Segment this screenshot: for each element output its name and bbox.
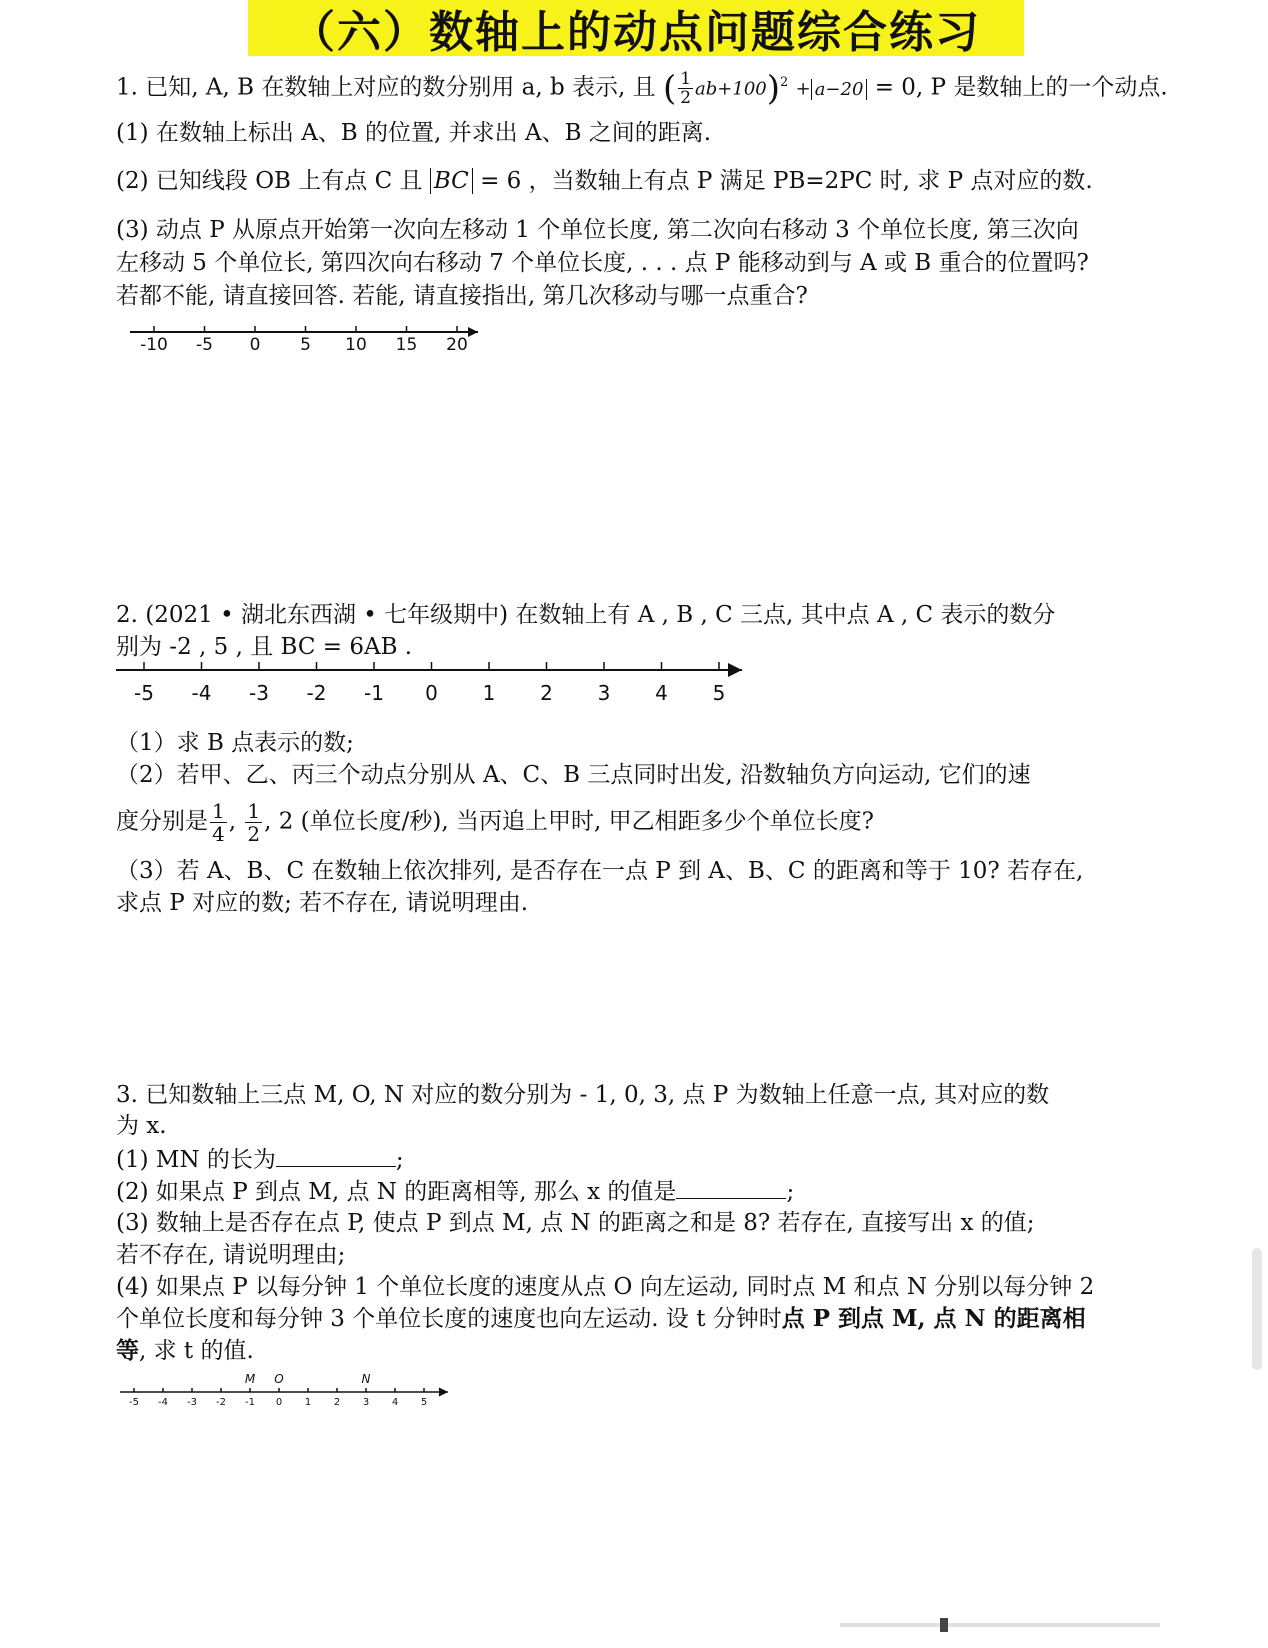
q3-part4-end: , 求 t 的值.	[139, 1338, 254, 1364]
formula-inner: ab+100	[695, 78, 767, 100]
speed-fraction-1	[210, 800, 227, 845]
q3-stem-line1: 3. 已知数轴上三点 M, O, N 对应的数分别为 - 1, 0, 3, 点 P 为数轴上任意一点, 其对应的数	[116, 1082, 1050, 1108]
q2-part2-line2: 度分别是 $\frac{1}{4}$ , $\frac{1}{2}$ , 2 (单位长度/秒), 当丙追上甲时, 甲乙相距多少个单位长度?	[116, 799, 874, 846]
q3-part4-bold: 点 P 到点 M, 点 N 的距离相	[781, 1305, 1086, 1332]
axis-arrow	[468, 327, 478, 337]
q3-part4-line2	[116, 1304, 1086, 1334]
tick-label: 1	[304, 1397, 312, 1408]
q2-number-line	[114, 656, 754, 706]
point-label: N	[361, 1372, 371, 1386]
tick-label: 3	[597, 681, 611, 705]
q2-part2-line1: （2）若甲、乙、丙三个动点分别从 A、C、B 三点同时出发, 沿数轴负方向运动, 它们的速	[116, 762, 1031, 788]
tick-label: -3	[249, 681, 269, 705]
tick-label: -5	[134, 681, 154, 705]
tick-label: -4	[158, 1397, 168, 1408]
q3-part4-bold-end: 等	[116, 1337, 139, 1364]
frac2-numerator: 1	[247, 799, 261, 823]
tick-label: 0	[275, 1397, 283, 1408]
q2-stem-line1: 2. (2021 • 湖北东西湖 • 七年级期中) 在数轴上有 A , B , C 三点, 其中点 A , C 表示的数分	[116, 602, 1056, 628]
page-title: （六）数轴上的动点问题综合练习	[291, 7, 981, 58]
q3-part4-line1: (4) 如果点 P 以每分钟 1 个单位长度的速度从点 O 向左运动, 同时点 M 和点 N 分别以每分钟 2	[116, 1274, 1095, 1300]
q3-stem-line2: 为 x.	[116, 1113, 167, 1139]
q3-part1-end: ;	[395, 1147, 404, 1173]
q1-part2-abs: BC	[430, 168, 473, 194]
q1-stem	[116, 68, 1168, 107]
frac-denominator: 2	[680, 88, 692, 109]
q3-part2-end: ;	[786, 1179, 795, 1205]
tick-label: 2	[540, 681, 553, 705]
q3-part1	[116, 1144, 404, 1175]
q2-part2-text: 度分别是	[116, 808, 208, 835]
tick-label: -3	[187, 1397, 197, 1408]
tick-label: 4	[655, 681, 668, 705]
q1-part2	[116, 166, 1093, 196]
answer-blank-2[interactable]	[676, 1176, 786, 1199]
q1-part2-text: (2) 已知线段 OB 上有点 C 且	[116, 168, 423, 194]
point-label: M	[244, 1372, 256, 1386]
frac1-denominator: 4	[212, 822, 225, 846]
tick-label: -2	[306, 681, 327, 705]
formula-paren-open: (	[662, 68, 677, 109]
tick-label: -1	[245, 1397, 255, 1408]
q3-part4-text: 个单位长度和每分钟 3 个单位长度的速度也向左运动. 设 t 分钟时	[116, 1306, 782, 1332]
axis-arrow	[439, 1388, 448, 1397]
q3-part2	[116, 1176, 794, 1207]
answer-blank-1[interactable]	[276, 1144, 396, 1167]
q1-stem-end: = 0, P 是数轴上的一个动点.	[874, 74, 1168, 101]
q3-number-line	[118, 1372, 458, 1412]
q1-part2-end: = 6 ，当数轴上有点 P 满足 PB=2PC 时, 求 P 点对应的数.	[480, 168, 1093, 194]
tick-label: 0	[425, 681, 438, 705]
tick-label: 5	[420, 1397, 428, 1408]
bottom-edge-artifact	[840, 1618, 1170, 1632]
tick-label: 1	[482, 681, 496, 705]
tick-label: 2	[333, 1397, 341, 1408]
tick-label: -10	[140, 335, 168, 355]
scrollbar[interactable]	[1252, 1248, 1262, 1370]
speed-fraction-2	[245, 800, 262, 845]
title-banner	[248, 0, 1024, 56]
tick-label: 3	[362, 1397, 370, 1408]
tick-label: -5	[129, 1397, 139, 1408]
tick-label: 5	[712, 681, 726, 705]
frac2-denominator: 2	[247, 822, 261, 846]
point-label: O	[274, 1372, 284, 1386]
q3-part2-text: (2) 如果点 P 到点 M, 点 N 的距离相等, 那么 x 的值是	[116, 1179, 677, 1205]
q1-part1: (1) 在数轴上标出 A、B 的位置, 并求出 A、B 之间的距离.	[116, 120, 712, 146]
tick-label: -5	[196, 335, 213, 355]
frac1-numerator: 1	[212, 799, 225, 823]
q1-part3-line3: 若都不能, 请直接回答. 若能, 请直接指出, 第几次移动与哪一点重合?	[116, 283, 808, 309]
q1-part3-line2: 左移动 5 个单位长, 第四次向右移动 7 个单位长度, . . . 点 P 能移动到与 A 或 B 重合的位置吗?	[116, 250, 1089, 276]
formula-exponent: 2	[780, 75, 789, 90]
q1-stem-text: 1. 已知, A, B 在数轴上对应的数分别用 a, b 表示, 且	[116, 74, 656, 101]
q3-part3-line2: 若不存在, 请说明理由;	[116, 1242, 346, 1268]
q2-part3-line2: 求点 P 对应的数; 若不存在, 请说明理由.	[116, 890, 529, 916]
formula-abs: a−20	[811, 79, 868, 100]
q3-part4-line3	[116, 1336, 254, 1366]
tick-label: -1	[364, 681, 384, 705]
q1-part3-line1: (3) 动点 P 从原点开始第一次向左移动 1 个单位长度, 第二次向右移动 3 个单位长度, 第三次向	[116, 217, 1079, 243]
tick-label: 15	[395, 335, 418, 355]
q2-part3-line1: （3）若 A、B、C 在数轴上依次排列, 是否存在一点 P 到 A、B、C 的距离和等于 10? 若存在,	[116, 858, 1084, 884]
tick-label: 20	[446, 335, 468, 355]
tick-label: -2	[216, 1397, 226, 1408]
axis-arrow	[728, 663, 742, 677]
frac-numerator: 1	[680, 69, 692, 90]
q3-part3-line1: (3) 数轴上是否存在点 P, 使点 P 到点 M, 点 N 的距离之和是 8? 若存在, 直接写出 x 的值;	[116, 1210, 1035, 1236]
tick-label: 0	[249, 335, 261, 355]
q3-part1-text: (1) MN 的长为	[116, 1147, 276, 1173]
q1-number-line	[124, 318, 484, 358]
tick-label: 5	[300, 335, 311, 355]
q2-stem-line2: 别为 -2 , 5 , 且 BC = 6AB .	[116, 634, 413, 660]
tick-label: 10	[345, 335, 367, 355]
q2-part2-end: , 2 (单位长度/秒), 当丙追上甲时, 甲乙相距多少个单位长度?	[264, 808, 874, 835]
formula-plus: +	[795, 78, 811, 100]
formula-fraction	[678, 70, 693, 107]
tick-label: 4	[391, 1397, 399, 1408]
q2-part1: （1）求 B 点表示的数;	[116, 730, 354, 756]
formula-paren-close: )	[766, 68, 780, 109]
tick-label: -4	[191, 681, 212, 705]
